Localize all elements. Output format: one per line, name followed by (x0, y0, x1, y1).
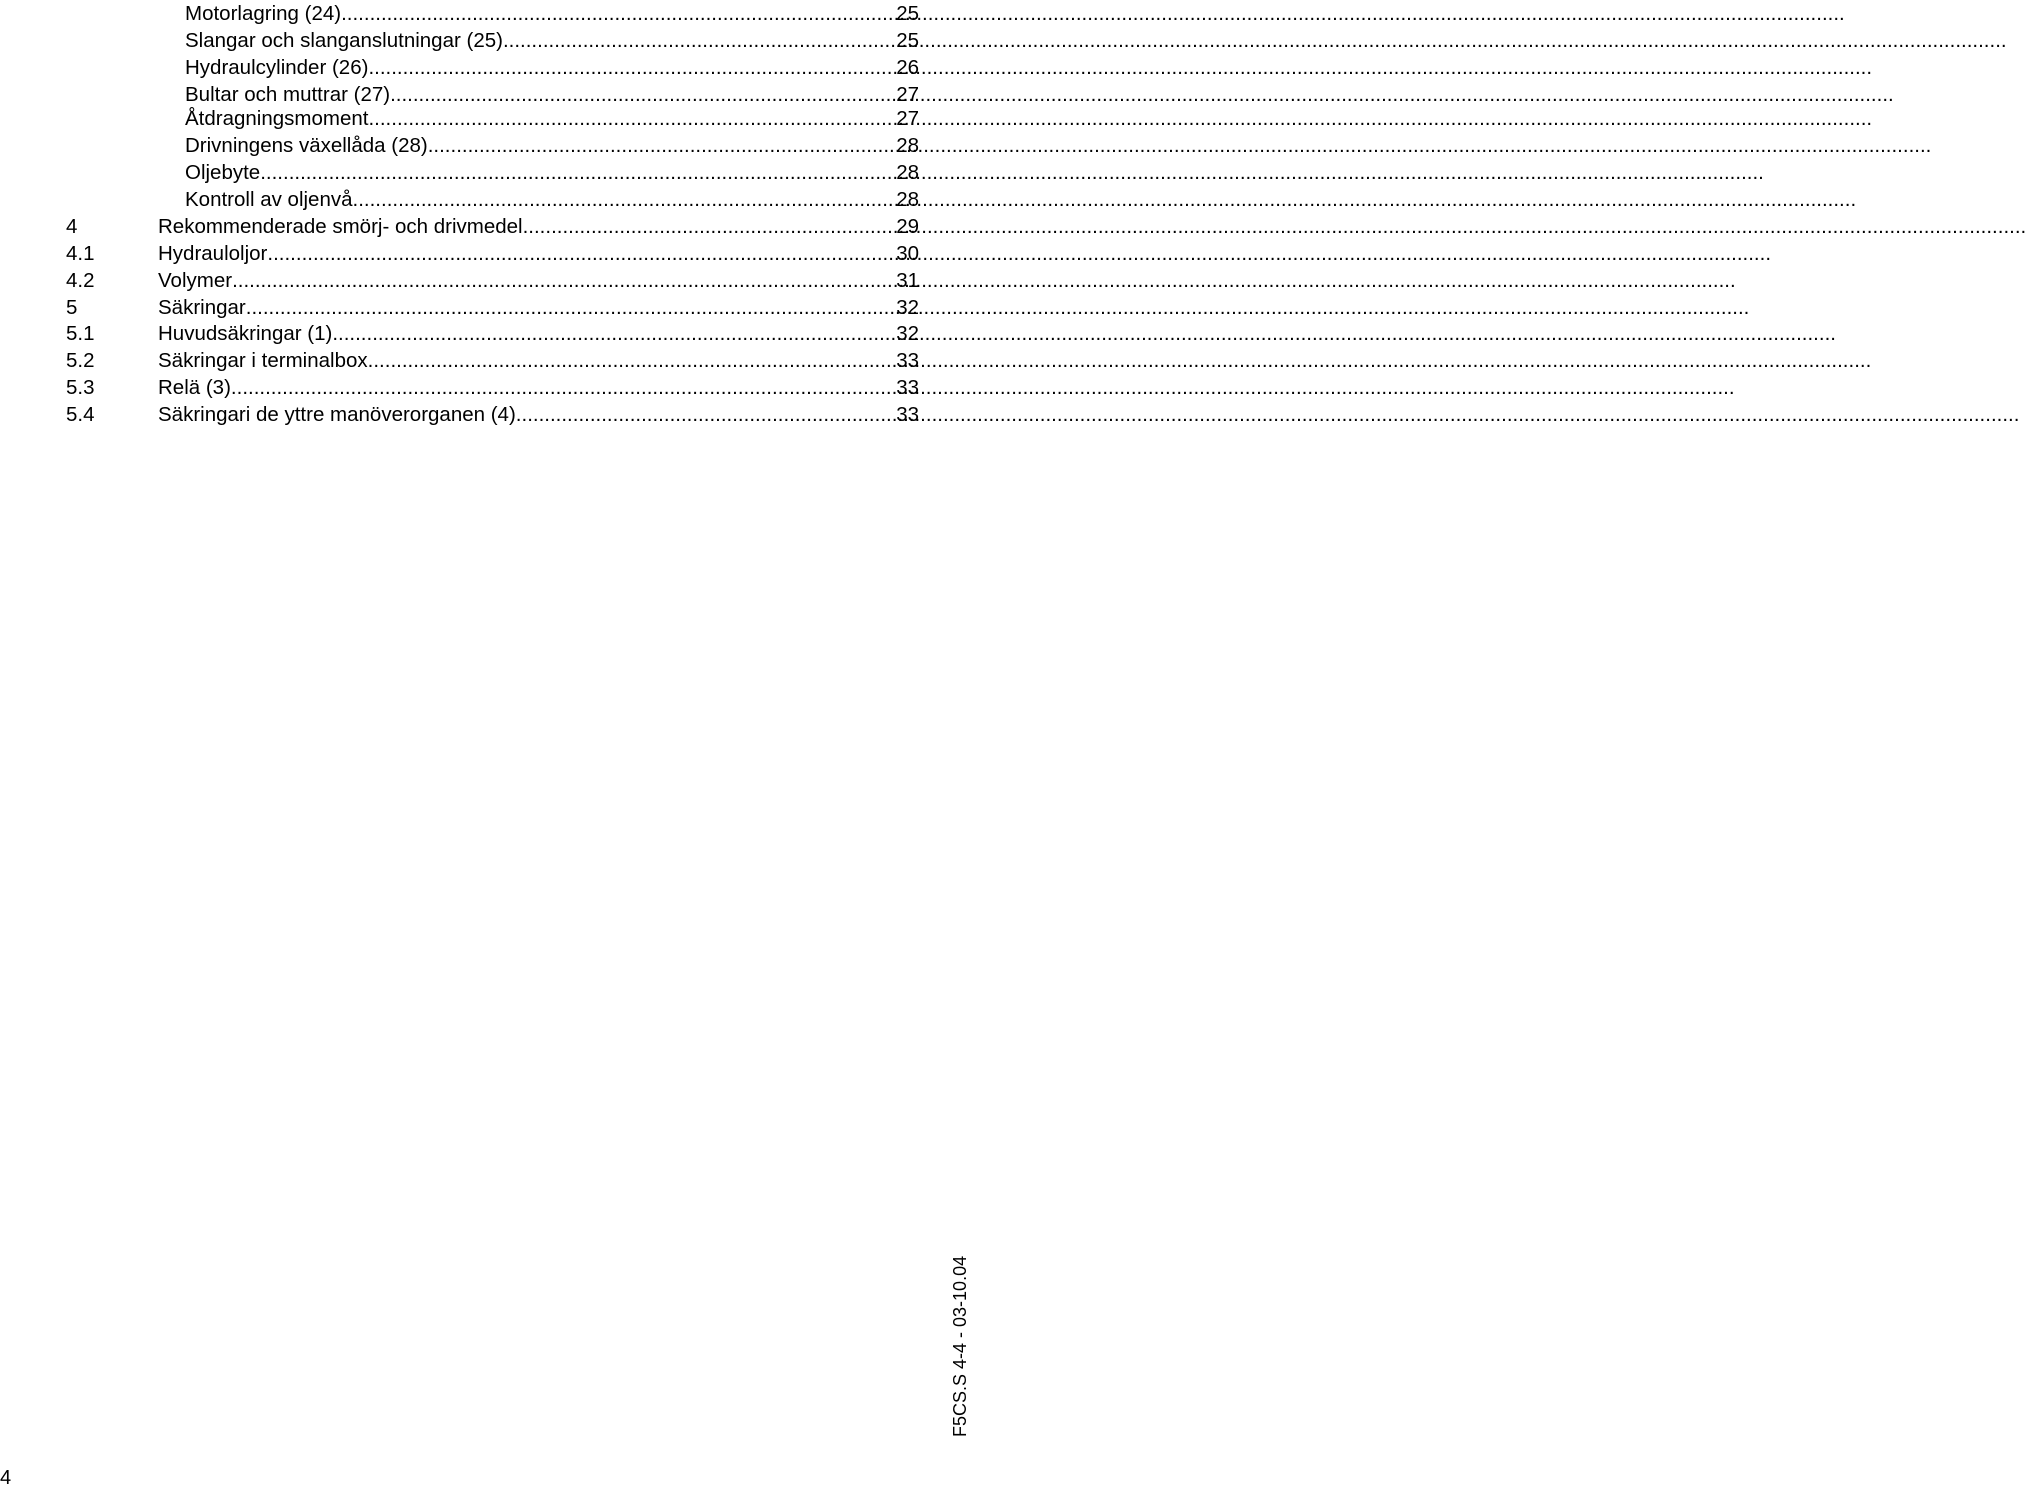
toc-entry-number: 5.1 (66, 322, 95, 345)
toc-entry-page: 31 (896, 269, 919, 292)
toc-entry-title: Säkringar (158, 296, 246, 319)
toc-entry-number: 5.3 (66, 376, 95, 399)
toc-entry-title: Åtdragningsmoment (185, 107, 369, 130)
dot-leader (246, 294, 895, 321)
toc-entry-title: Säkringar i terminalbox (158, 349, 368, 372)
toc-entry-title: Huvudsäkringar (1) (158, 322, 333, 345)
toc-entry[interactable] (0, 401, 960, 428)
dot-leader (368, 54, 895, 81)
toc-entry-page: 33 (896, 376, 919, 399)
toc-entry-page: 27 (896, 107, 919, 130)
toc-entry-page: 32 (896, 296, 919, 319)
toc-entry-page: 25 (896, 2, 919, 25)
toc-entry-title: Hydrauloljor (158, 242, 268, 265)
toc-entry[interactable] (0, 320, 960, 347)
dot-leader (231, 374, 895, 401)
toc-entry[interactable] (0, 374, 960, 401)
toc-entry-page: 25 (896, 29, 919, 52)
dot-leader (390, 81, 895, 108)
dot-leader (368, 105, 895, 132)
toc-entry-title: Volymer (158, 269, 233, 292)
toc-entry-page: 28 (896, 134, 919, 157)
toc-entry-number: 4.2 (66, 269, 95, 292)
toc-entry-number: 5 (66, 296, 78, 319)
toc-entry-title: Kontroll av oljenvå (185, 188, 353, 211)
toc-entry-title: Oljebyte (185, 161, 261, 184)
toc-entry[interactable] (0, 240, 960, 267)
toc-entry[interactable] (0, 0, 960, 27)
toc-entry-number: 4 (66, 215, 78, 238)
toc-entry-title: Säkringari de yttre manöverorganen (4) (158, 403, 516, 426)
dot-leader (260, 159, 895, 186)
page-number: 4 (0, 1467, 12, 1489)
toc-entry-title: Bultar och muttrar (27) (185, 83, 391, 106)
toc-entry-page: 33 (896, 403, 919, 426)
toc-entry[interactable] (0, 105, 960, 132)
toc-entry-title: Slangar och slanganslutningar (25) (185, 29, 503, 52)
toc-entry-page: 32 (896, 322, 919, 345)
toc-entry-page: 27 (896, 83, 919, 106)
toc-entry[interactable] (0, 213, 960, 240)
toc-entry[interactable] (0, 347, 960, 374)
toc-entry-title: Rekommenderade smörj- och drivmedel (158, 215, 523, 238)
dot-leader (503, 27, 895, 54)
document-code: F5CS.S 4-4 - 03-10.04 (950, 1255, 970, 1437)
dot-leader (368, 347, 896, 374)
toc-entry[interactable] (0, 81, 960, 108)
dot-leader (232, 267, 895, 294)
dot-leader (523, 213, 896, 240)
dot-leader (353, 186, 896, 213)
toc-entry[interactable] (0, 132, 960, 159)
dot-leader (332, 320, 895, 347)
toc-entry[interactable] (0, 267, 960, 294)
toc-entry-title: Hydraulcylinder (26) (185, 56, 369, 79)
toc-entry[interactable] (0, 54, 960, 81)
toc-entry-page: 28 (896, 161, 919, 184)
toc-entry-page: 26 (896, 56, 919, 79)
dot-leader (267, 240, 895, 267)
toc-entry[interactable] (0, 27, 960, 54)
toc-entry-page: 33 (896, 349, 919, 372)
toc-entry[interactable] (0, 294, 960, 321)
toc-entry-page: 29 (896, 215, 919, 238)
toc-entry-page: 30 (896, 242, 919, 265)
dot-leader (341, 0, 895, 27)
toc-entry-number: 5.4 (66, 403, 95, 426)
toc-entry[interactable] (0, 159, 960, 186)
toc-entry[interactable] (0, 186, 960, 213)
dot-leader (516, 401, 895, 428)
dot-leader (428, 132, 895, 159)
toc-entry-number: 4.1 (66, 242, 95, 265)
toc-entry-title: Relä (3) (158, 376, 231, 399)
toc-entry-number: 5.2 (66, 349, 95, 372)
toc-entry-page: 28 (896, 188, 919, 211)
toc-entry-title: Motorlagring (24) (185, 2, 342, 25)
toc-entry-title: Drivningens växellåda (28) (185, 134, 428, 157)
